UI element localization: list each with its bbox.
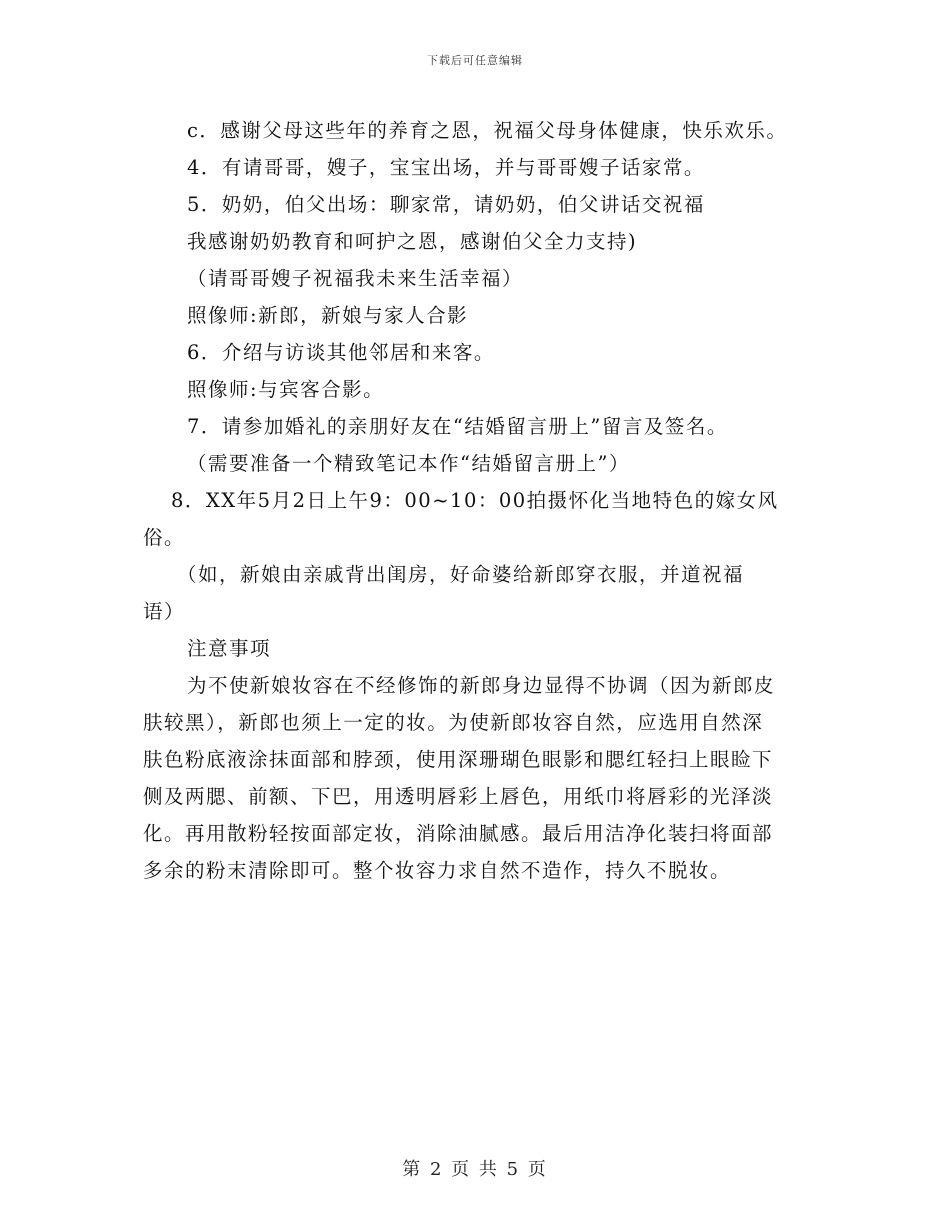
page-number-footer: 第 2 页 共 5 页	[402, 1159, 548, 1180]
paragraph-line: 照像师:新郎，新娘与家人合影	[187, 304, 469, 327]
paragraph-line: 照像师:与宾客合影。	[187, 378, 385, 401]
paragraph-line: 8．XX年5月2日上午9：00~10：00拍摄怀化当地特色的嫁女风	[171, 489, 779, 512]
paragraph-line: 为不使新娘妆容在不经修饰的新郎身边显得不协调（因为新郎皮	[187, 674, 776, 697]
paragraph-line: 多余的粉末清除即可。整个妆容力求自然不造作，持久不脱妆。	[143, 859, 732, 882]
paragraph-line: 我感谢奶奶教育和呵护之恩，感谢伯父全力支持)	[187, 230, 638, 253]
paragraph-line: 俗。	[143, 526, 186, 549]
paragraph-line: c．感谢父母这些年的养育之恩，祝福父母身体健康，快乐欢乐。	[187, 119, 788, 142]
paragraph-line: 7．请参加婚礼的亲朋好友在“结婚留言册上”留言及签名。	[187, 415, 728, 438]
paragraph-line: 4．有请哥哥，嫂子，宝宝出场，并与哥哥嫂子话家常。	[187, 156, 705, 179]
paragraph-line: 侧及两腮、前额、下巴，用透明唇彩上唇色，用纸巾将唇彩的光泽淡	[143, 785, 774, 808]
paragraph-line: 肤较黑），新郎也须上一定的妆。为使新郎妆容自然，应选用自然深	[143, 711, 764, 734]
document-body	[143, 112, 808, 889]
paragraph-line: 语）	[143, 600, 186, 623]
page-header: 下载后可任意编辑	[427, 54, 523, 67]
paragraph-line: 6．介绍与访谈其他邻居和来客。	[187, 341, 495, 364]
paragraph-line: 5．奶奶，伯父出场：聊家常，请奶奶，伯父讲话交祝福	[187, 193, 705, 216]
paragraph-line: 化。再用散粉轻按面部定妆，消除油腻感。最后用洁净化装扫将面部	[143, 822, 774, 845]
paragraph-line: （请哥哥嫂子祝福我未来生活幸福）	[187, 267, 524, 290]
paragraph-line: 肤色粉底液涂抹面部和脖颈，使用深珊瑚色眼影和腮红轻扫上眼睑下	[143, 748, 774, 771]
paragraph-line: （如，新娘由亲戚背出闺房，好命婆给新郎穿衣服，并道祝福	[177, 563, 745, 586]
paragraph-line: （需要准备一个精致笔记本作“结婚留言册上”）	[187, 452, 630, 475]
section-heading: 注意事项	[187, 637, 272, 660]
